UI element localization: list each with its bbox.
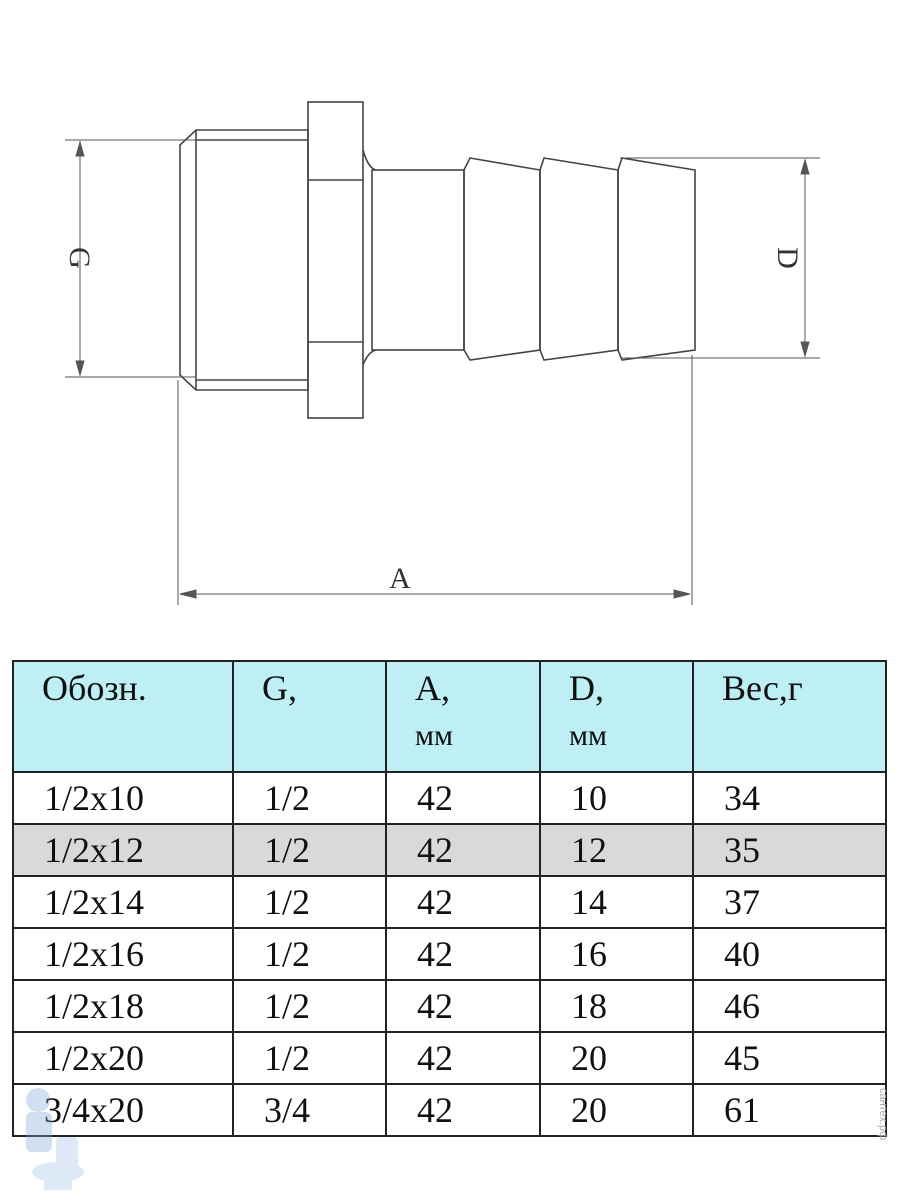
header-name: A, [415,668,450,708]
cell-d: 18 [540,980,693,1032]
specification-table [12,660,887,1137]
cell-designation: 1/2x14 [13,876,233,928]
table-row [13,876,886,928]
cell-a: 42 [386,824,540,876]
cell-weight: 45 [693,1032,886,1084]
cell-designation: 3/4x20 [13,1084,233,1136]
header-name: G, [262,668,297,708]
header-unit: мм [415,718,453,752]
cell-g: 1/2 [233,876,386,928]
header-unit: мм [569,718,607,752]
cell-d: 14 [540,876,693,928]
cell-a: 42 [386,980,540,1032]
cell-g: 1/2 [233,928,386,980]
cell-g: 1/2 [233,772,386,824]
fitting-neck [372,170,464,350]
table-row [13,1032,886,1084]
cell-d: 20 [540,1084,693,1136]
table-row [13,980,886,1032]
header-name: Вес,г [722,668,803,708]
cell-designation: 1/2x12 [13,824,233,876]
cell-a: 42 [386,928,540,980]
cell-d: 16 [540,928,693,980]
table-row [13,928,886,980]
cell-designation: 1/2x18 [13,980,233,1032]
hex-nut [308,102,376,418]
cell-a: 42 [386,1032,540,1084]
table-header-row [13,661,886,772]
cell-weight: 61 [693,1084,886,1136]
header-name: Обозн. [42,668,147,708]
hose-barbs [464,158,695,360]
cell-weight: 37 [693,876,886,928]
header-g [233,661,386,772]
header-d [540,661,693,772]
cell-d: 12 [540,824,693,876]
table-row [13,824,886,876]
header-weight [693,661,886,772]
cell-designation: 1/2x16 [13,928,233,980]
cell-designation: 1/2x20 [13,1032,233,1084]
table-row [13,1084,886,1136]
dimension-label-g: G [63,247,96,269]
cell-g: 1/2 [233,1032,386,1084]
cell-a: 42 [386,876,540,928]
table-row [13,772,886,824]
header-name: D, [569,668,604,708]
cell-a: 42 [386,1084,540,1136]
watermark-text: сантех.рф [877,1088,889,1141]
cell-a: 42 [386,772,540,824]
cell-d: 20 [540,1032,693,1084]
cell-g: 1/2 [233,980,386,1032]
dimension-label-d: D [771,247,804,269]
dimension-label-a: A [389,562,411,595]
cell-d: 10 [540,772,693,824]
header-designation [13,661,233,772]
header-a [386,661,540,772]
plumber-toilet-logo-icon [8,1082,88,1192]
cell-designation: 1/2x10 [13,772,233,824]
cell-weight: 46 [693,980,886,1032]
threaded-end [180,130,308,390]
cell-g: 1/2 [233,824,386,876]
cell-g: 3/4 [233,1084,386,1136]
cell-weight: 34 [693,772,886,824]
cell-weight: 35 [693,824,886,876]
cell-weight: 40 [693,928,886,980]
